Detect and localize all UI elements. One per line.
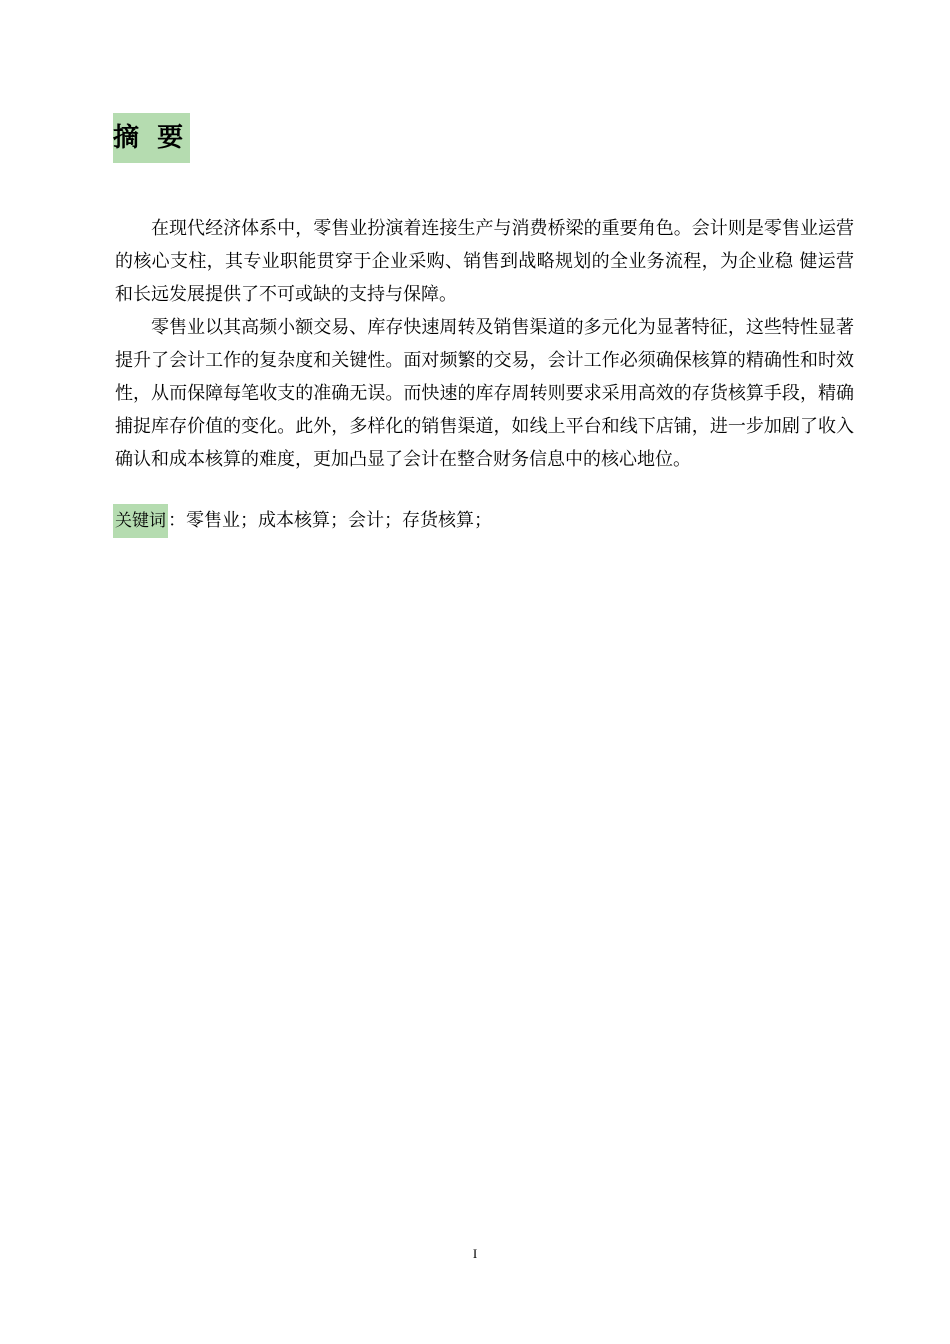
keywords-label: 关键词: [113, 504, 168, 538]
keywords-value: ：零售业；成本核算；会计；存货核算；: [168, 510, 492, 531]
page-number: I: [472, 1246, 478, 1261]
keywords-line: [113, 504, 492, 538]
abstract-paragraph-1: 在现代经济体系中，零售业扮演着连接生产与消费桥梁的重要角色。会计则是零售业运营的核心支柱，其专业职能贯穿于企业采购、销售到战略规划的全业务流程，为企业稳 健运营和长远发展提供了不可或缺的支持与保障。: [115, 218, 854, 305]
abstract-title: 摘 要: [113, 113, 190, 163]
abstract-paragraph-2: 零售业以其高频小额交易、库存快速周转及销售渠道的多元化为显著特征，这些特性显著提升了会计工作的复杂度和关键性。面对频繁的交易，会计工作必须确保核算的精确性和时效性，从而保障每笔收支的准确无误。而快速的库存周转则要求采用高效的存货核算手段，精确捕捉库存价值的变化。此外，多样化的销售渠道，如线上平台和线下店铺，进一步加剧了收入确认和成本核算的难度，更加凸显了会计在整合财务信息中的核心地位。: [115, 317, 854, 470]
